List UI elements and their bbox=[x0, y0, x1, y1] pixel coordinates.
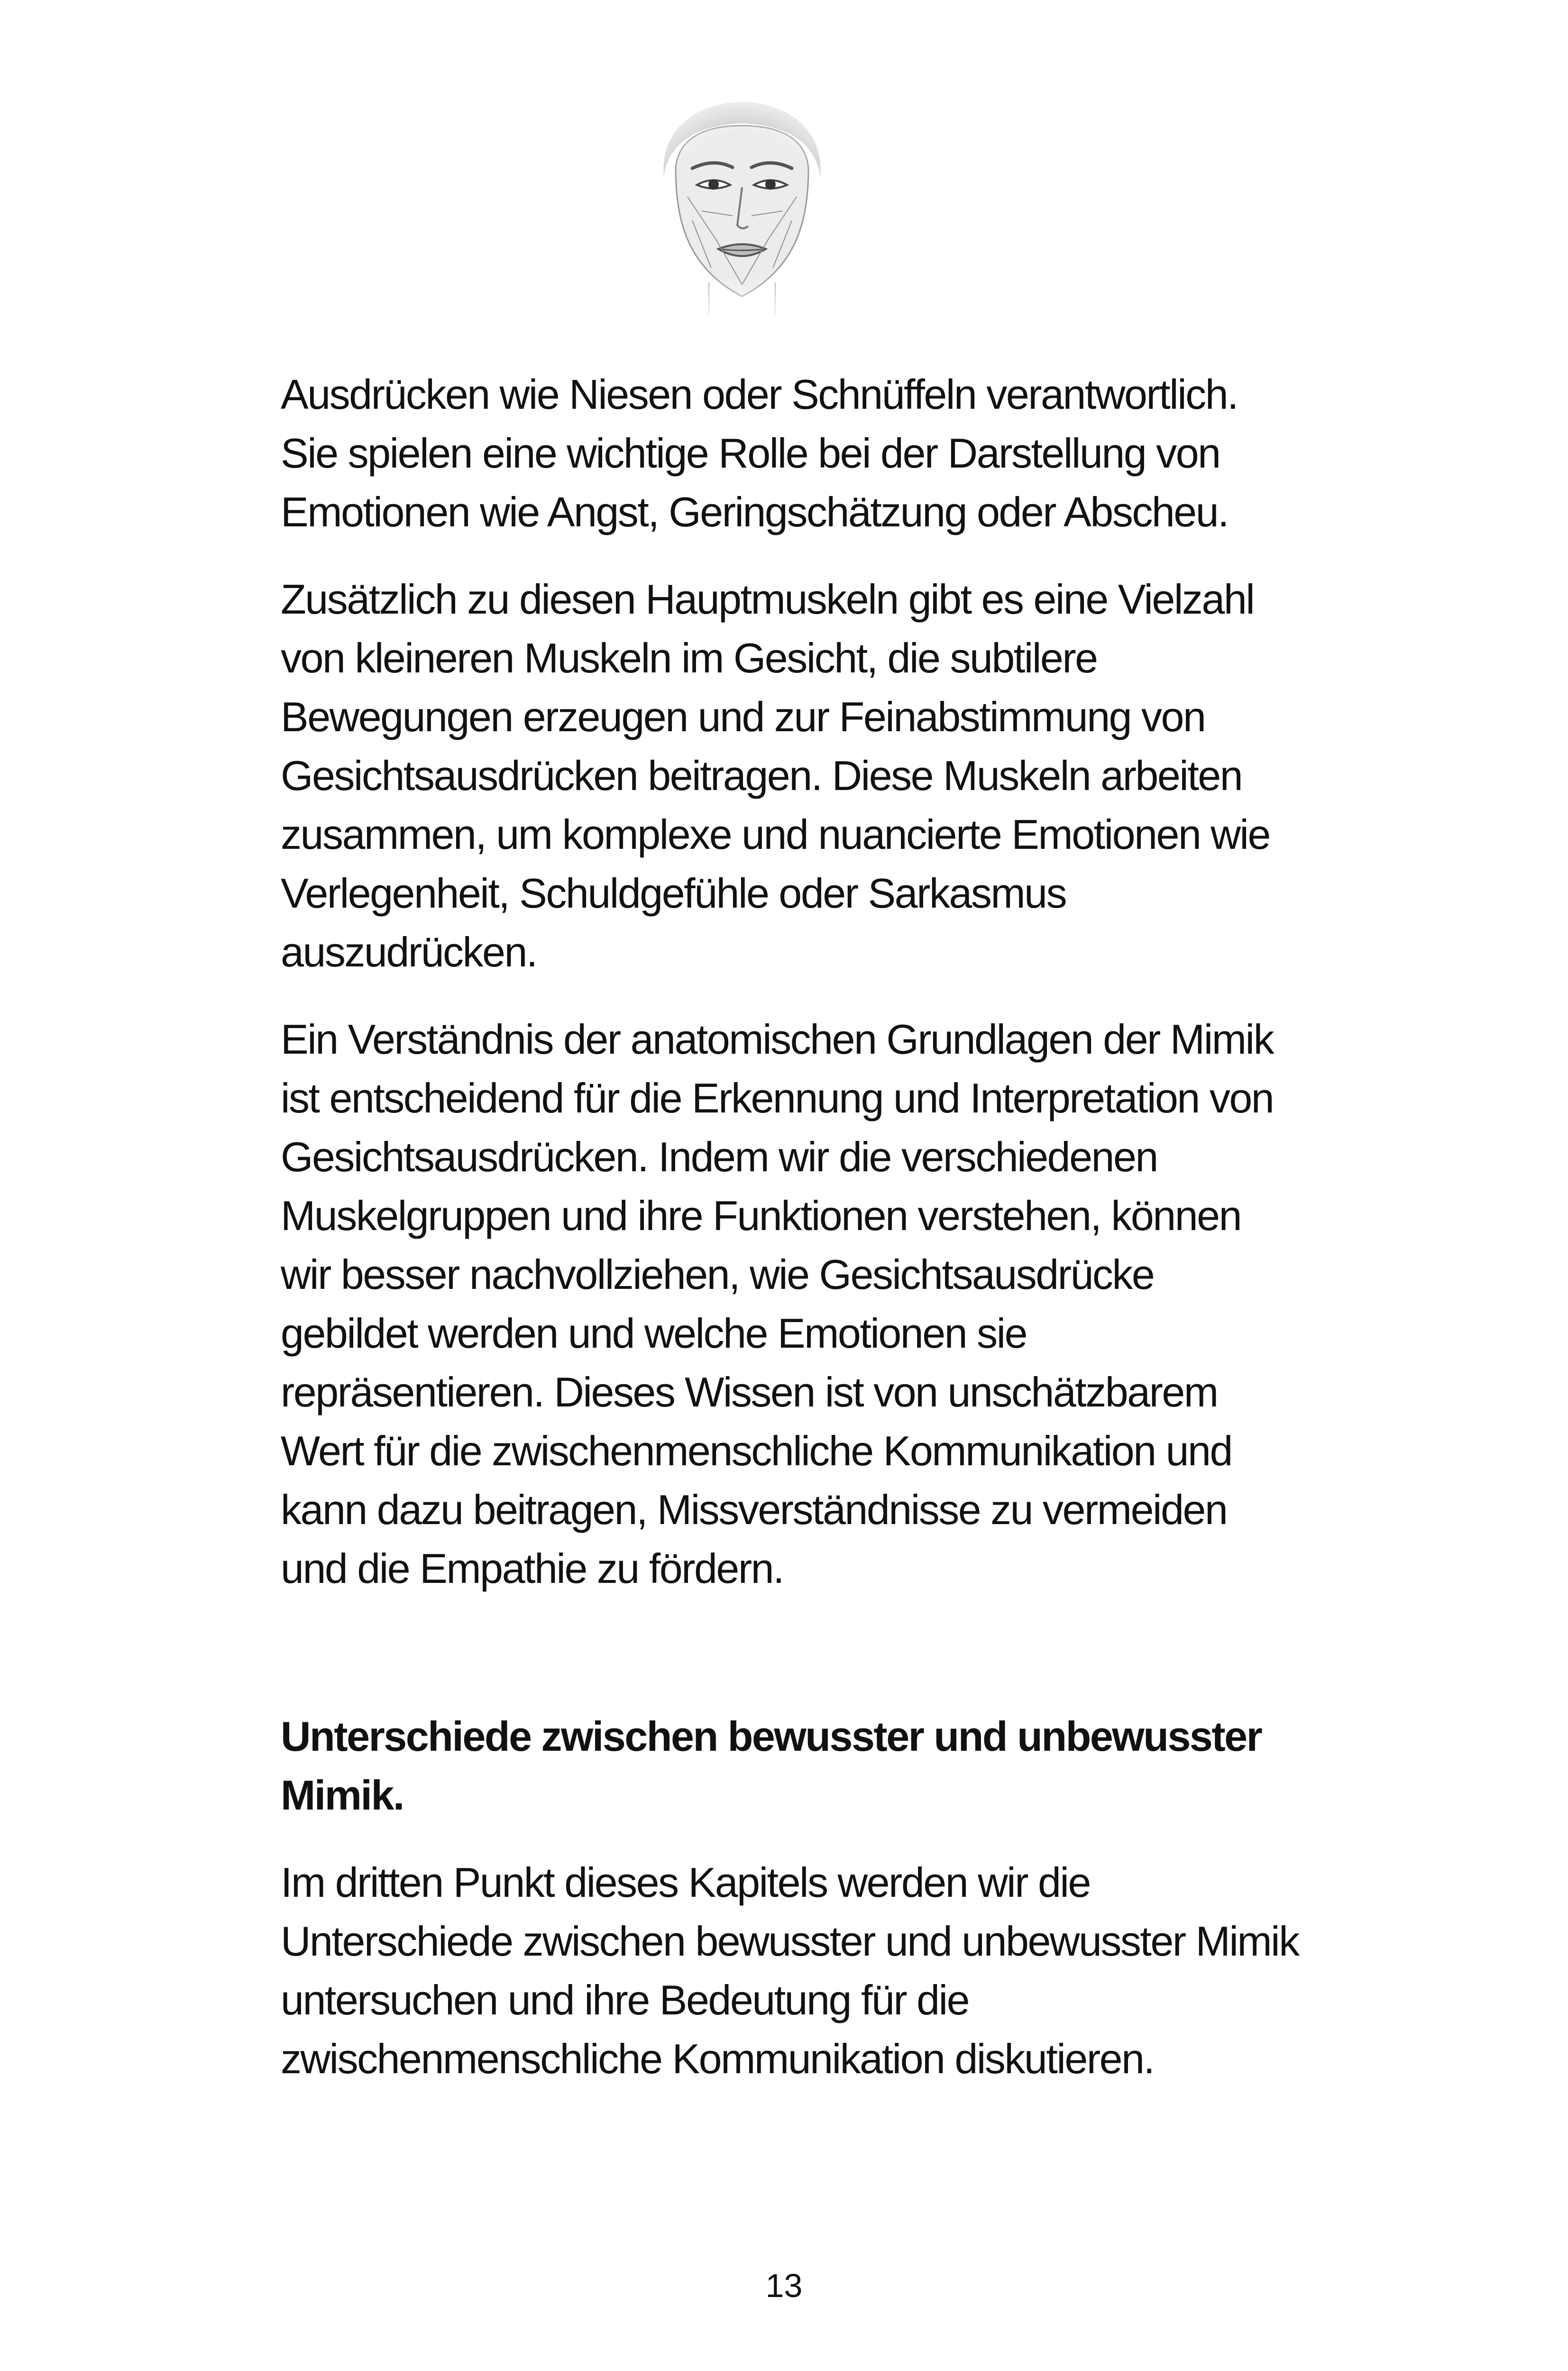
text-line: Muskelgruppen und ihre Funktionen verstehen, können bbox=[281, 1192, 1241, 1239]
text-line: repräsentieren. Dieses Wissen ist von unschätzbarem bbox=[281, 1369, 1218, 1415]
heading-line: Unterschiede zwischen bewusster und unbewusster bbox=[281, 1713, 1262, 1760]
text-line: zwischenmenschliche Kommunikation diskutieren. bbox=[281, 2035, 1154, 2082]
text-content bbox=[281, 365, 1314, 2117]
text-line: zusammen, um komplexe und nuancierte Emotionen wie bbox=[281, 811, 1270, 858]
text-line: Emotionen wie Angst, Geringschätzung oder Abscheu. bbox=[281, 488, 1229, 535]
text-line: Ausdrücken wie Niesen oder Schnüffeln verantwortlich. bbox=[281, 371, 1238, 418]
page-number: 13 bbox=[765, 2267, 803, 2304]
section-heading bbox=[281, 1707, 1314, 1825]
text-line: Zusätzlich zu diesen Hauptmuskeln gibt es eine Vielzahl bbox=[281, 576, 1254, 623]
text-line: Bewegungen erzeugen und zur Feinabstimmung von bbox=[281, 693, 1205, 740]
text-line: und die Empathie zu fördern. bbox=[281, 1545, 784, 1592]
text-line: ist entscheidend für die Erkennung und Interpretation von bbox=[281, 1075, 1274, 1121]
text-line: Verlegenheit, Schuldgefühle oder Sarkasmus bbox=[281, 870, 1066, 917]
text-line: untersuchen und ihre Bedeutung für die bbox=[281, 1976, 969, 2023]
face-sketch-icon bbox=[631, 97, 853, 315]
heading-line: Mimik. bbox=[281, 1772, 403, 1819]
text-line: von kleineren Muskeln im Gesicht, die subtilere bbox=[281, 634, 1097, 681]
paragraph-2 bbox=[281, 570, 1314, 982]
text-line: Gesichtsausdrücken beitragen. Diese Muskeln arbeiten bbox=[281, 752, 1242, 799]
paragraph-1 bbox=[281, 365, 1314, 542]
text-line: wir besser nachvollziehen, wie Gesichtsausdrücke bbox=[281, 1251, 1154, 1298]
text-line: gebildet werden und welche Emotionen sie bbox=[281, 1310, 1027, 1357]
text-line: Gesichtsausdrücken. Indem wir die verschiedenen bbox=[281, 1133, 1157, 1180]
text-line: Wert für die zwischenmenschliche Kommunikation und bbox=[281, 1427, 1232, 1474]
text-line: kann dazu beitragen, Missverständnisse zu vermeiden bbox=[281, 1486, 1227, 1533]
text-line: auszudrücken. bbox=[281, 928, 537, 975]
text-line: Im dritten Punkt dieses Kapitels werden wir die bbox=[281, 1859, 1090, 1906]
text-line: Ein Verständnis der anatomischen Grundlagen der Mimik bbox=[281, 1016, 1274, 1063]
paragraph-3 bbox=[281, 1010, 1314, 1598]
text-line: Unterschiede zwischen bewusster und unbewusster Mimik bbox=[281, 1918, 1299, 1965]
paragraph-4 bbox=[281, 1853, 1314, 2088]
text-line: Sie spielen eine wichtige Rolle bei der Darstellung von bbox=[281, 430, 1220, 477]
